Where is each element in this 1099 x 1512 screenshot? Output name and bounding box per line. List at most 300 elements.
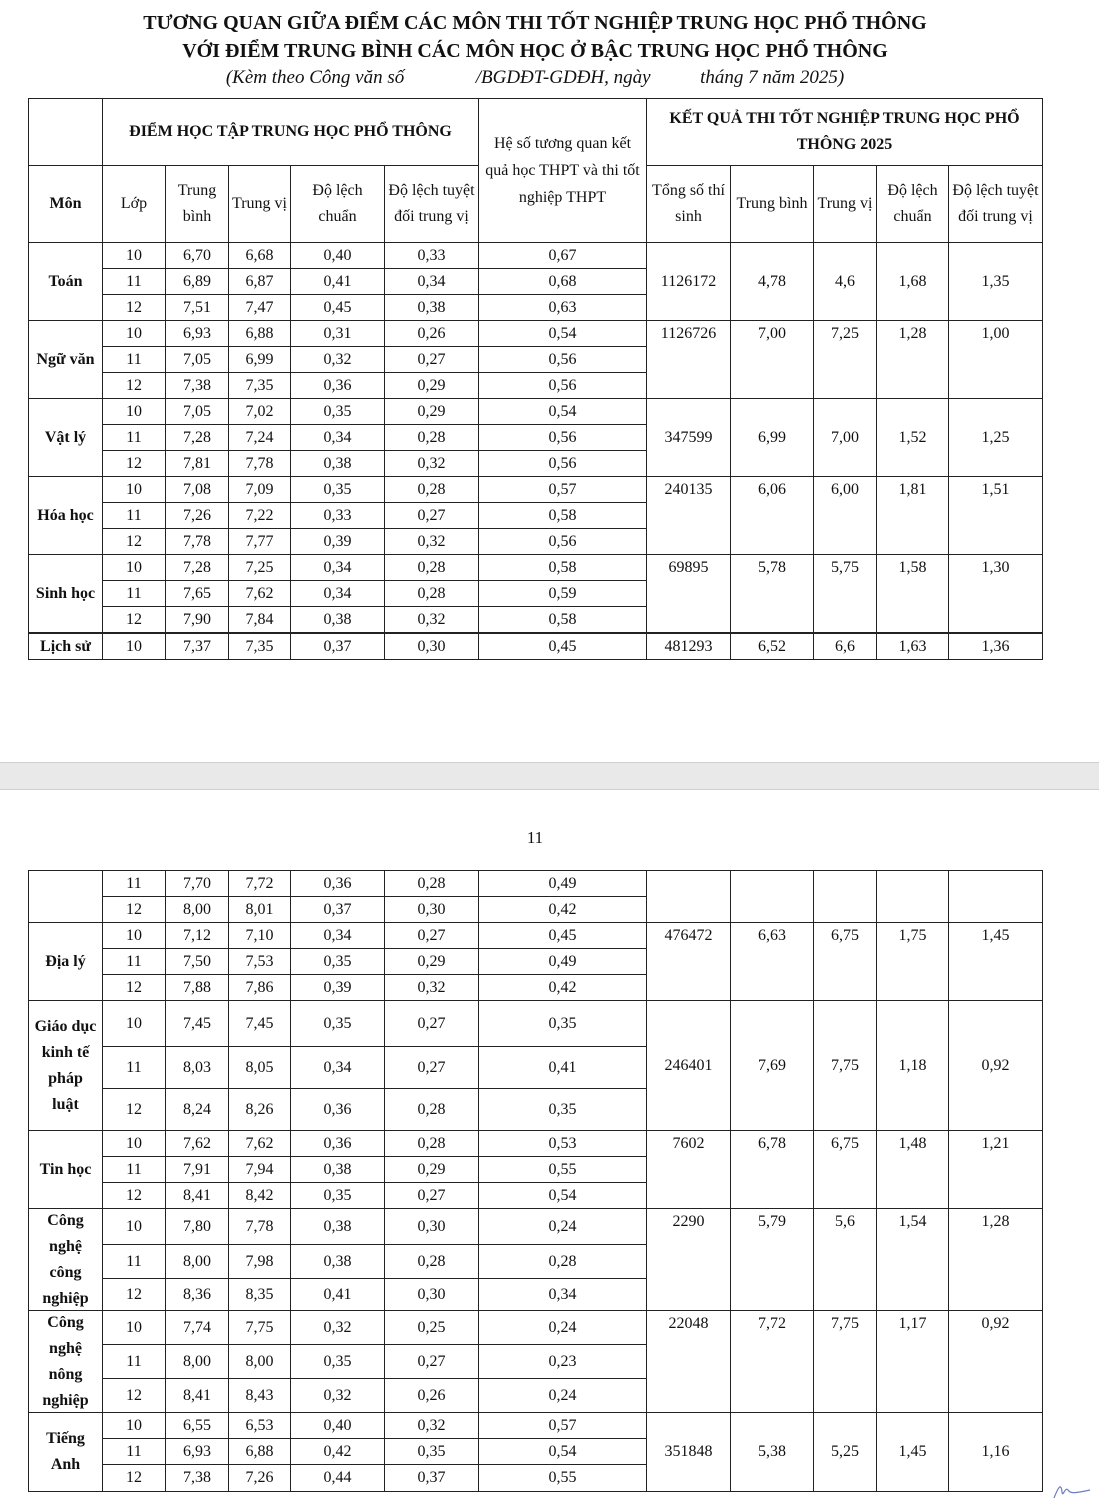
result-mean: 6,06: [730, 476, 814, 555]
std-dev-cell: 0,38: [290, 1244, 385, 1279]
median-cell: 6,68: [228, 242, 291, 269]
result-median: 7,75: [813, 1310, 877, 1413]
median-cell: 7,24: [228, 424, 291, 451]
mean-cell: 8,00: [165, 1344, 229, 1379]
grade-cell: 11: [102, 502, 166, 529]
header-grade: Lớp: [102, 165, 166, 243]
median-cell: 7,77: [228, 528, 291, 555]
result-mad: 1,45: [948, 922, 1043, 1001]
mean-cell: 7,26: [165, 502, 229, 529]
correlation-cell: 0,56: [478, 346, 647, 373]
mad-cell: 0,32: [384, 1412, 479, 1439]
result-total-candidates: 1126726: [646, 320, 731, 399]
std-dev-cell: 0,44: [290, 1464, 385, 1492]
result-total-candidates: 22048: [646, 1310, 731, 1413]
median-cell: 8,35: [228, 1278, 291, 1311]
correlation-cell: 0,49: [478, 870, 647, 897]
mad-cell: 0,29: [384, 372, 479, 399]
correlation-cell: 0,57: [478, 476, 647, 503]
result-median: 5,75: [813, 554, 877, 633]
result-continuation-cell: [876, 870, 949, 923]
result-mad: 0,92: [948, 1000, 1043, 1131]
header-group-results: KẾT QUẢ THI TỐT NGHIỆP TRUNG HỌC PHỔ THÔNG 2025: [646, 98, 1043, 166]
result-median: 6,00: [813, 476, 877, 555]
mad-cell: 0,38: [384, 294, 479, 321]
page-separator: [0, 762, 1099, 790]
grade-cell: 10: [102, 1208, 166, 1245]
result-mad: 1,16: [948, 1412, 1043, 1492]
grade-cell: 10: [102, 633, 166, 660]
mean-cell: 7,05: [165, 346, 229, 373]
correlation-cell: 0,54: [478, 1438, 647, 1465]
grade-cell: 10: [102, 476, 166, 503]
correlation-cell: 0,28: [478, 1244, 647, 1279]
grade-cell: 12: [102, 1278, 166, 1311]
std-dev-cell: 0,33: [290, 502, 385, 529]
correlation-cell: 0,54: [478, 1182, 647, 1209]
mean-cell: 7,37: [165, 633, 229, 660]
subject-name-cell: Hóa học: [28, 476, 103, 555]
std-dev-cell: 0,35: [290, 398, 385, 425]
mad-cell: 0,29: [384, 1156, 479, 1183]
subtitle-part3: tháng 7 năm 2025): [700, 67, 845, 88]
std-dev-cell: 0,31: [290, 320, 385, 347]
result-mad: 0,92: [948, 1310, 1043, 1413]
result-median: 6,75: [813, 1130, 877, 1209]
grade-cell: 11: [102, 1046, 166, 1089]
subject-name-cell: Vật lý: [28, 398, 103, 477]
std-dev-cell: 0,38: [290, 1156, 385, 1183]
grade-cell: 11: [102, 1344, 166, 1379]
mad-cell: 0,29: [384, 948, 479, 975]
mean-cell: 7,81: [165, 450, 229, 477]
result-median: 6,6: [813, 633, 877, 660]
result-mad: 1,25: [948, 398, 1043, 477]
result-std-dev: 1,81: [876, 476, 949, 555]
result-median: 7,25: [813, 320, 877, 399]
mad-cell: 0,28: [384, 870, 479, 897]
correlation-cell: 0,42: [478, 974, 647, 1001]
correlation-cell: 0,45: [478, 922, 647, 949]
result-mean: 6,63: [730, 922, 814, 1001]
mean-cell: 6,89: [165, 268, 229, 295]
std-dev-cell: 0,36: [290, 870, 385, 897]
std-dev-cell: 0,35: [290, 476, 385, 503]
correlation-cell: 0,56: [478, 372, 647, 399]
median-cell: 7,25: [228, 554, 291, 581]
page-number: 11: [526, 828, 544, 847]
grade-cell: 12: [102, 974, 166, 1001]
mad-cell: 0,27: [384, 346, 479, 373]
mean-cell: 7,28: [165, 554, 229, 581]
mad-cell: 0,32: [384, 606, 479, 633]
mad-cell: 0,27: [384, 1046, 479, 1089]
result-std-dev: 1,68: [876, 242, 949, 321]
median-cell: 8,01: [228, 896, 291, 923]
result-std-dev: 1,75: [876, 922, 949, 1001]
median-cell: 6,88: [228, 320, 291, 347]
correlation-cell: 0,58: [478, 554, 647, 581]
subtitle-part2: /BGDĐT-GDĐH, ngày: [475, 67, 651, 88]
subject-name-cell: Sinh học: [28, 554, 103, 633]
correlation-cell: 0,24: [478, 1378, 647, 1413]
mad-cell: 0,26: [384, 1378, 479, 1413]
header-result-mean: Trung bình: [730, 165, 814, 243]
grade-cell: 10: [102, 242, 166, 269]
correlation-cell: 0,34: [478, 1278, 647, 1311]
std-dev-cell: 0,40: [290, 1412, 385, 1439]
header-mean: Trung bình: [165, 165, 229, 243]
grade-cell: 11: [102, 346, 166, 373]
mean-cell: 8,24: [165, 1088, 229, 1131]
correlation-cell: 0,24: [478, 1208, 647, 1245]
std-dev-cell: 0,35: [290, 1344, 385, 1379]
result-std-dev: 1,48: [876, 1130, 949, 1209]
median-cell: 6,53: [228, 1412, 291, 1439]
correlation-cell: 0,56: [478, 424, 647, 451]
mean-cell: 6,70: [165, 242, 229, 269]
result-mean: 5,79: [730, 1208, 814, 1311]
median-cell: 7,09: [228, 476, 291, 503]
mad-cell: 0,30: [384, 633, 479, 660]
correlation-cell: 0,41: [478, 1046, 647, 1089]
median-cell: 7,35: [228, 633, 291, 660]
correlation-cell: 0,24: [478, 1310, 647, 1345]
grade-cell: 12: [102, 528, 166, 555]
result-mean: 5,38: [730, 1412, 814, 1492]
correlation-cell: 0,57: [478, 1412, 647, 1439]
mean-cell: 7,91: [165, 1156, 229, 1183]
mad-cell: 0,27: [384, 1182, 479, 1209]
mad-cell: 0,32: [384, 450, 479, 477]
header-group-hocba: ĐIỂM HỌC TẬP TRUNG HỌC PHỔ THÔNG: [102, 98, 479, 166]
std-dev-cell: 0,39: [290, 974, 385, 1001]
std-dev-cell: 0,38: [290, 606, 385, 633]
result-total-candidates: 476472: [646, 922, 731, 1001]
mean-cell: 8,36: [165, 1278, 229, 1311]
mad-cell: 0,28: [384, 424, 479, 451]
median-cell: 6,87: [228, 268, 291, 295]
result-std-dev: 1,54: [876, 1208, 949, 1311]
grade-cell: 12: [102, 1464, 166, 1492]
std-dev-cell: 0,42: [290, 1438, 385, 1465]
grade-cell: 11: [102, 1156, 166, 1183]
median-cell: 7,78: [228, 1208, 291, 1245]
grade-cell: 12: [102, 1182, 166, 1209]
mean-cell: 7,38: [165, 1464, 229, 1492]
std-dev-cell: 0,36: [290, 1130, 385, 1157]
std-dev-cell: 0,32: [290, 1378, 385, 1413]
correlation-cell: 0,42: [478, 896, 647, 923]
median-cell: 8,43: [228, 1378, 291, 1413]
result-mad: 1,36: [948, 633, 1043, 660]
mean-cell: 8,41: [165, 1378, 229, 1413]
grade-cell: 12: [102, 896, 166, 923]
median-cell: 8,26: [228, 1088, 291, 1131]
median-cell: 7,22: [228, 502, 291, 529]
result-mean: 7,00: [730, 320, 814, 399]
grade-cell: 10: [102, 554, 166, 581]
median-cell: 7,98: [228, 1244, 291, 1279]
mad-cell: 0,35: [384, 1438, 479, 1465]
result-mad: 1,00: [948, 320, 1043, 399]
signature-mark: [1052, 1478, 1092, 1502]
header-total-candidates: Tổng số thí sinh: [646, 165, 731, 243]
mean-cell: 7,45: [165, 1000, 229, 1047]
document-title-line2: VỚI ĐIỂM TRUNG BÌNH CÁC MÔN HỌC Ở BẬC TRUNG HỌC PHỔ THÔNG: [182, 40, 888, 62]
correlation-cell: 0,56: [478, 528, 647, 555]
correlation-cell: 0,67: [478, 242, 647, 269]
header-median: Trung vị: [228, 165, 291, 243]
mad-cell: 0,30: [384, 1208, 479, 1245]
header-corner-cell: [28, 98, 103, 166]
result-total-candidates: 69895: [646, 554, 731, 633]
grade-cell: 12: [102, 372, 166, 399]
correlation-cell: 0,55: [478, 1464, 647, 1492]
grade-cell: 11: [102, 870, 166, 897]
result-mad: 1,51: [948, 476, 1043, 555]
std-dev-cell: 0,41: [290, 268, 385, 295]
mean-cell: 7,80: [165, 1208, 229, 1245]
grade-cell: 11: [102, 580, 166, 607]
result-total-candidates: 351848: [646, 1412, 731, 1492]
correlation-cell: 0,35: [478, 1088, 647, 1131]
std-dev-cell: 0,35: [290, 948, 385, 975]
result-mad: 1,28: [948, 1208, 1043, 1311]
result-mean: 7,69: [730, 1000, 814, 1131]
grade-cell: 11: [102, 1438, 166, 1465]
mean-cell: 7,12: [165, 922, 229, 949]
median-cell: 8,05: [228, 1046, 291, 1089]
mad-cell: 0,30: [384, 1278, 479, 1311]
grade-cell: 12: [102, 450, 166, 477]
header-result-mad: Độ lệch tuyệt đối trung vị: [948, 165, 1043, 243]
correlation-cell: 0,55: [478, 1156, 647, 1183]
result-total-candidates: 7602: [646, 1130, 731, 1209]
mean-cell: 7,88: [165, 974, 229, 1001]
mean-cell: 7,74: [165, 1310, 229, 1345]
correlation-cell: 0,59: [478, 580, 647, 607]
result-median: 5,6: [813, 1208, 877, 1311]
std-dev-cell: 0,35: [290, 1000, 385, 1047]
grade-cell: 10: [102, 398, 166, 425]
result-continuation-cell: [813, 870, 877, 923]
mean-cell: 7,70: [165, 870, 229, 897]
subject-name-cell: Lịch sử: [28, 633, 103, 660]
median-cell: 7,35: [228, 372, 291, 399]
mad-cell: 0,28: [384, 1088, 479, 1131]
median-cell: 7,62: [228, 580, 291, 607]
subject-name-cell: Giáo dục kinh tế pháp luật: [28, 1000, 103, 1131]
result-median: 6,75: [813, 922, 877, 1001]
median-cell: 7,86: [228, 974, 291, 1001]
mad-cell: 0,28: [384, 554, 479, 581]
grade-cell: 11: [102, 1244, 166, 1279]
result-std-dev: 1,28: [876, 320, 949, 399]
mad-cell: 0,32: [384, 528, 479, 555]
std-dev-cell: 0,38: [290, 450, 385, 477]
mean-cell: 8,41: [165, 1182, 229, 1209]
std-dev-cell: 0,32: [290, 1310, 385, 1345]
median-cell: 7,62: [228, 1130, 291, 1157]
std-dev-cell: 0,38: [290, 1208, 385, 1245]
std-dev-cell: 0,36: [290, 1088, 385, 1131]
mean-cell: 7,90: [165, 606, 229, 633]
median-cell: 7,75: [228, 1310, 291, 1345]
correlation-cell: 0,58: [478, 606, 647, 633]
median-cell: 6,99: [228, 346, 291, 373]
mad-cell: 0,27: [384, 922, 479, 949]
correlation-cell: 0,35: [478, 1000, 647, 1047]
std-dev-cell: 0,34: [290, 1046, 385, 1089]
result-total-candidates: 347599: [646, 398, 731, 477]
result-mad: 1,30: [948, 554, 1043, 633]
std-dev-cell: 0,34: [290, 554, 385, 581]
result-mean: 6,78: [730, 1130, 814, 1209]
correlation-cell: 0,23: [478, 1344, 647, 1379]
mean-cell: 7,05: [165, 398, 229, 425]
result-median: 5,25: [813, 1412, 877, 1492]
result-median: 4,6: [813, 242, 877, 321]
result-continuation-cell: [646, 870, 731, 923]
result-mean: 5,78: [730, 554, 814, 633]
correlation-cell: 0,68: [478, 268, 647, 295]
subject-name-cell: Ngữ văn: [28, 320, 103, 399]
mad-cell: 0,37: [384, 1464, 479, 1492]
median-cell: 7,78: [228, 450, 291, 477]
grade-cell: 11: [102, 268, 166, 295]
mean-cell: 8,03: [165, 1046, 229, 1089]
mean-cell: 6,55: [165, 1412, 229, 1439]
median-cell: 7,10: [228, 922, 291, 949]
grade-cell: 11: [102, 948, 166, 975]
mean-cell: 7,51: [165, 294, 229, 321]
result-mad: 1,21: [948, 1130, 1043, 1209]
median-cell: 7,47: [228, 294, 291, 321]
mean-cell: 7,62: [165, 1130, 229, 1157]
document-title-line1: TƯƠNG QUAN GIỮA ĐIỂM CÁC MÔN THI TỐT NGHIỆP TRUNG HỌC PHỔ THÔNG: [143, 12, 927, 34]
result-continuation-cell: [730, 870, 814, 923]
mad-cell: 0,29: [384, 398, 479, 425]
mean-cell: 8,00: [165, 896, 229, 923]
result-total-candidates: 481293: [646, 633, 731, 660]
median-cell: 7,72: [228, 870, 291, 897]
subject-name-cell: Công nghệ công nghiệp: [28, 1208, 103, 1311]
result-total-candidates: 246401: [646, 1000, 731, 1131]
mad-cell: 0,34: [384, 268, 479, 295]
mad-cell: 0,33: [384, 242, 479, 269]
document-subtitle: [0, 67, 1070, 89]
result-total-candidates: 240135: [646, 476, 731, 555]
median-cell: 8,42: [228, 1182, 291, 1209]
grade-cell: 12: [102, 1088, 166, 1131]
mad-cell: 0,32: [384, 974, 479, 1001]
correlation-cell: 0,56: [478, 450, 647, 477]
std-dev-cell: 0,40: [290, 242, 385, 269]
mad-cell: 0,25: [384, 1310, 479, 1345]
median-cell: 7,45: [228, 1000, 291, 1047]
median-cell: 7,26: [228, 1464, 291, 1492]
result-mean: 7,72: [730, 1310, 814, 1413]
std-dev-cell: 0,32: [290, 346, 385, 373]
subject-name-cell: Tiếng Anh: [28, 1412, 103, 1492]
result-std-dev: 1,18: [876, 1000, 949, 1131]
grade-cell: 12: [102, 606, 166, 633]
grade-cell: 11: [102, 424, 166, 451]
std-dev-cell: 0,34: [290, 424, 385, 451]
result-std-dev: 1,17: [876, 1310, 949, 1413]
grade-cell: 10: [102, 1000, 166, 1047]
result-std-dev: 1,52: [876, 398, 949, 477]
result-mad: 1,35: [948, 242, 1043, 321]
correlation-cell: 0,49: [478, 948, 647, 975]
mean-cell: 7,28: [165, 424, 229, 451]
correlation-cell: 0,63: [478, 294, 647, 321]
result-std-dev: 1,58: [876, 554, 949, 633]
result-mean: 4,78: [730, 242, 814, 321]
grade-cell: 10: [102, 1130, 166, 1157]
result-median: 7,00: [813, 398, 877, 477]
mad-cell: 0,26: [384, 320, 479, 347]
correlation-cell: 0,54: [478, 320, 647, 347]
std-dev-cell: 0,36: [290, 372, 385, 399]
subject-name-cell: Tin học: [28, 1130, 103, 1209]
correlation-cell: 0,53: [478, 1130, 647, 1157]
mad-cell: 0,28: [384, 580, 479, 607]
correlation-cell: 0,58: [478, 502, 647, 529]
grade-cell: 12: [102, 294, 166, 321]
mad-cell: 0,27: [384, 1000, 479, 1047]
header-correlation-coefficient: Hệ số tương quan kết quả học THPT và thi tốt nghiệp THPT: [478, 98, 647, 243]
header-result-std-dev: Độ lệch chuẩn: [876, 165, 949, 243]
mean-cell: 7,50: [165, 948, 229, 975]
result-total-candidates: 2290: [646, 1208, 731, 1311]
header-std-dev: Độ lệch chuẩn: [290, 165, 385, 243]
std-dev-cell: 0,34: [290, 580, 385, 607]
result-continuation-cell: [948, 870, 1043, 923]
header-mad: Độ lệch tuyệt đối trung vị: [384, 165, 479, 243]
median-cell: 7,53: [228, 948, 291, 975]
correlation-cell: 0,45: [478, 633, 647, 660]
grade-cell: 10: [102, 1412, 166, 1439]
mad-cell: 0,28: [384, 1130, 479, 1157]
result-median: 7,75: [813, 1000, 877, 1131]
subject-name-continuation: [28, 870, 103, 923]
mad-cell: 0,28: [384, 476, 479, 503]
mean-cell: 6,93: [165, 1438, 229, 1465]
median-cell: 7,94: [228, 1156, 291, 1183]
mean-cell: 7,65: [165, 580, 229, 607]
header-result-median: Trung vị: [813, 165, 877, 243]
result-total-candidates: 1126172: [646, 242, 731, 321]
result-std-dev: 1,45: [876, 1412, 949, 1492]
subject-name-cell: Toán: [28, 242, 103, 321]
grade-cell: 10: [102, 320, 166, 347]
result-mean: 6,52: [730, 633, 814, 660]
mean-cell: 6,93: [165, 320, 229, 347]
mean-cell: 7,78: [165, 528, 229, 555]
std-dev-cell: 0,34: [290, 922, 385, 949]
std-dev-cell: 0,37: [290, 896, 385, 923]
median-cell: 6,88: [228, 1438, 291, 1465]
subject-name-cell: Địa lý: [28, 922, 103, 1001]
std-dev-cell: 0,35: [290, 1182, 385, 1209]
std-dev-cell: 0,45: [290, 294, 385, 321]
grade-cell: 10: [102, 922, 166, 949]
std-dev-cell: 0,39: [290, 528, 385, 555]
median-cell: 7,84: [228, 606, 291, 633]
grade-cell: 10: [102, 1310, 166, 1345]
